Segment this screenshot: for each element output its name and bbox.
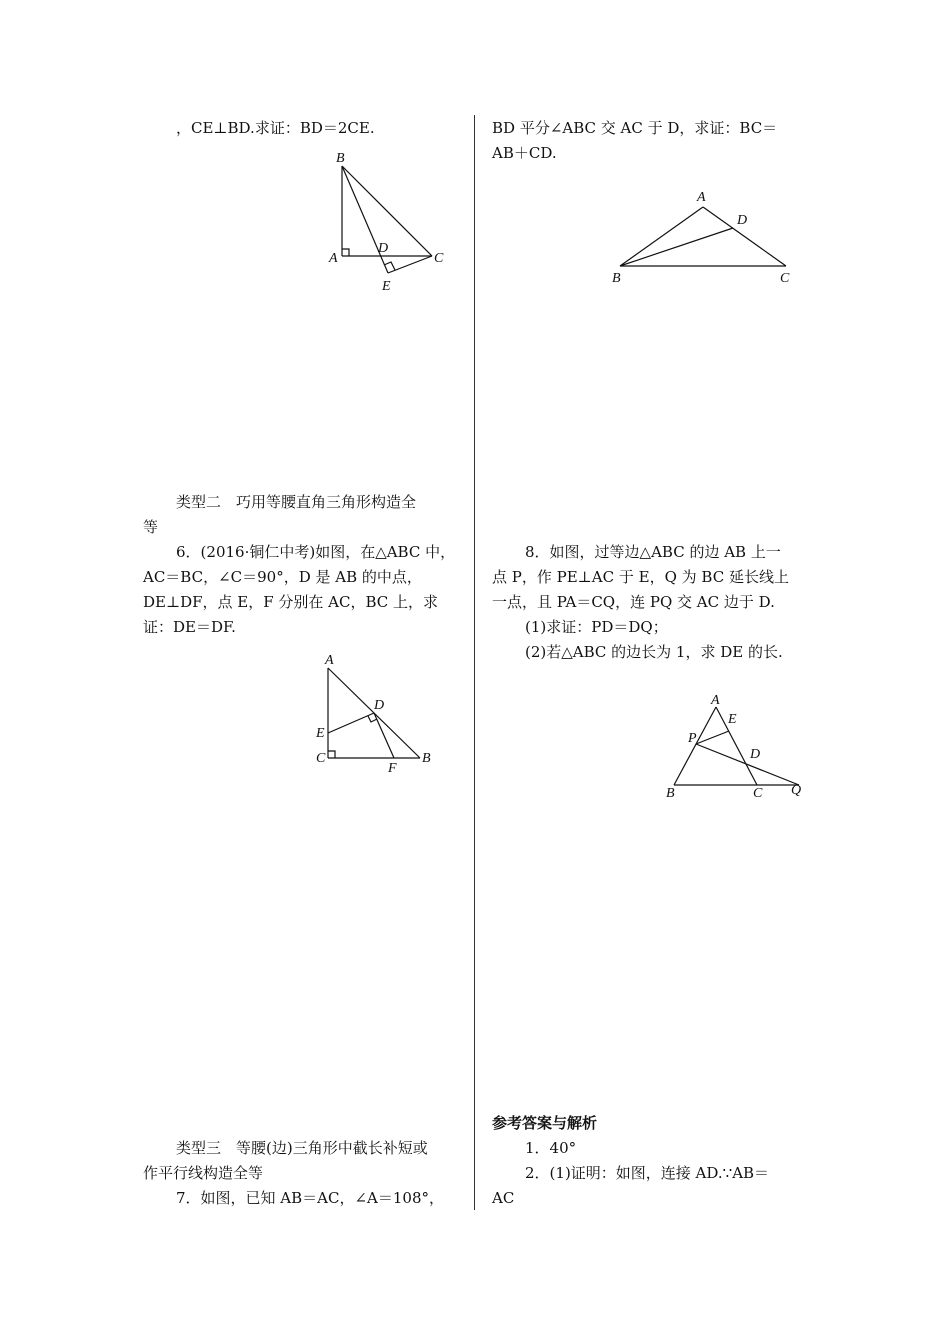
- q8-line1: 8．如图，过等边△ABC 的边 AB 上一: [525, 543, 781, 561]
- q7-line2: BD 平分∠ABC 交 AC 于 D，求证：BC＝: [492, 119, 778, 137]
- q8-line3: 一点，且 PA＝CQ，连 PQ 交 AC 边于 D.: [492, 593, 775, 611]
- label-E: E: [728, 712, 737, 727]
- q8-line2: 点 P，作 PE⊥AC 于 E，Q 为 BC 延长线上: [492, 568, 789, 586]
- figure-q5: [320, 148, 460, 296]
- q5-tail-text: ，CE⊥BD.求证：BD＝2CE.: [176, 119, 375, 137]
- type3-title-line2: 作平行线构造全等: [143, 1164, 264, 1182]
- fig-line-AB: [620, 207, 703, 266]
- figure-q8: [662, 690, 812, 802]
- column-divider: [474, 115, 475, 1210]
- fig-line-PQ: [696, 744, 799, 785]
- figure-q6: [310, 650, 440, 775]
- fig-line-DF: [374, 713, 394, 758]
- q7-line3: AB＋CD.: [492, 144, 557, 162]
- type2-title-line1: 类型二 巧用等腰直角三角形构造全: [176, 493, 417, 511]
- label-E: E: [316, 726, 325, 741]
- q6-line4: 证：DE＝DF.: [143, 618, 236, 636]
- label-D: D: [750, 747, 761, 762]
- label-D: D: [737, 213, 748, 228]
- label-A: A: [325, 653, 334, 668]
- label-C: C: [753, 786, 763, 801]
- label-C: C: [780, 271, 790, 286]
- label-E: E: [382, 279, 391, 294]
- answer-1: 1．40°: [525, 1139, 577, 1157]
- type2-title-line2: 等: [143, 518, 159, 536]
- label-P: P: [688, 731, 697, 746]
- fig-line-BE: [342, 166, 388, 273]
- q7-line1: 7．如图，已知 AB＝AC，∠A＝108°，: [176, 1189, 445, 1207]
- right-angle-A: [342, 249, 349, 256]
- fig-line-AB: [674, 707, 716, 785]
- type3-title-line1: 类型三 等腰(边)三角形中截长补短或: [176, 1139, 428, 1157]
- answers-title: 参考答案与解析: [492, 1114, 598, 1132]
- q6-line1: 6．(2016·铜仁中考)如图，在△ABC 中，: [176, 543, 456, 561]
- q8-part1: (1)求证：PD＝DQ；: [525, 618, 668, 636]
- label-C: C: [316, 751, 326, 766]
- label-B: B: [666, 786, 675, 801]
- q6-line2: AC＝BC，∠C＝90°，D 是 AB 的中点，: [143, 568, 422, 586]
- answer-2-line1: 2．(1)证明：如图，连接 AD.∵AB＝: [525, 1164, 770, 1182]
- label-B: B: [422, 751, 431, 766]
- label-D: D: [378, 241, 389, 256]
- figure-q7: [608, 182, 798, 287]
- right-angle-C: [328, 751, 335, 758]
- q6-line3: DE⊥DF，点 E，F 分别在 AC，BC 上，求: [143, 593, 439, 611]
- fig-line-CE: [388, 256, 432, 273]
- fig-line-PE: [696, 731, 729, 744]
- label-B: B: [612, 271, 621, 286]
- fig-line-DE: [328, 713, 374, 733]
- fig-line-BD: [620, 228, 733, 266]
- q8-part2: (2)若△ABC 的边长为 1，求 DE 的长.: [525, 643, 783, 661]
- label-B: B: [336, 151, 345, 166]
- label-F: F: [388, 761, 397, 776]
- label-A: A: [711, 693, 720, 708]
- label-D: D: [374, 698, 385, 713]
- answer-2-line2: AC: [492, 1189, 515, 1207]
- label-Q: Q: [791, 783, 802, 798]
- label-A: A: [697, 190, 706, 205]
- label-A: A: [329, 251, 338, 266]
- label-C: C: [434, 251, 444, 266]
